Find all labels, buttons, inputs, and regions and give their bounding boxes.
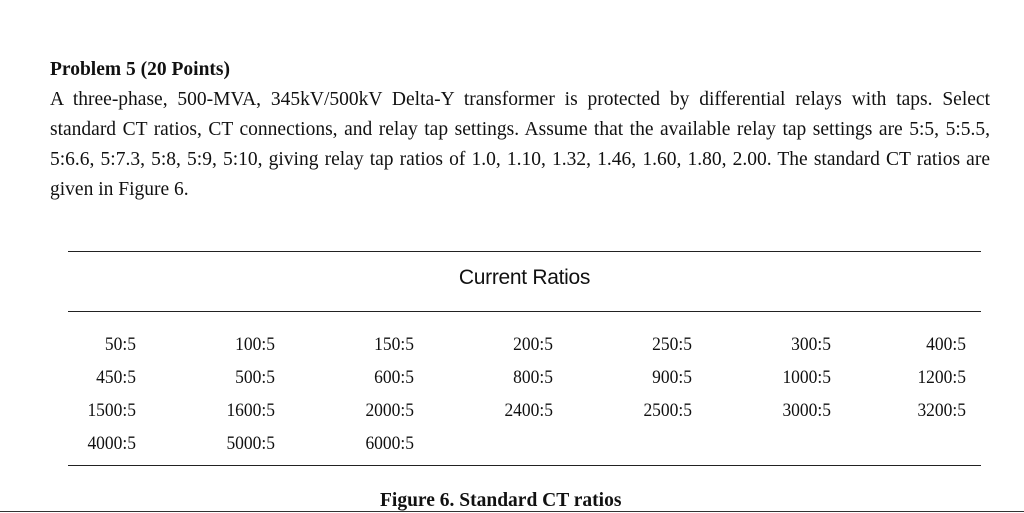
page-edge-line [0, 511, 1024, 512]
table-cell: 1500:5 [87, 400, 136, 421]
table-header: Current Ratios [458, 266, 591, 289]
table-cell: 1200:5 [917, 367, 966, 388]
table-cell: 3200:5 [917, 400, 966, 421]
table-cell: 1000:5 [782, 367, 831, 388]
table-cell: 450:5 [96, 367, 136, 388]
table-cell: 4000:5 [87, 433, 136, 454]
problem-body: A three-phase, 500-MVA, 345kV/500kV Delta-Y transformer is protected by differential relays with taps. Select standard CT ratios, CT connections, and relay tap settings. Assume that the available relay tap settings are 5:5, 5:5.5, 5:6.6, 5:7.3, 5:8, 5:9, 5:10, giving relay tap ratios of 1.0, 1.10, 1.32, 1.46, 1.60, 1.80, 2.00. The standard CT ratios are given in Figure 6. [50, 89, 990, 200]
table-cell: 250:5 [652, 334, 692, 355]
table-row [68, 394, 981, 427]
table-top-rule [68, 251, 981, 252]
problem-statement [50, 55, 990, 205]
table-cell: 2000:5 [365, 400, 414, 421]
table-cell: 2400:5 [504, 400, 553, 421]
table-header-rule [68, 311, 981, 312]
table-cell: 50:5 [104, 334, 136, 355]
table-cell: 200:5 [513, 334, 553, 355]
table-cell: 800:5 [513, 367, 553, 388]
table-cell: 6000:5 [365, 433, 414, 454]
table-cell: 150:5 [374, 334, 414, 355]
table-cell: 500:5 [235, 367, 275, 388]
table-row [68, 328, 981, 361]
table-cell: 400:5 [926, 334, 966, 355]
figure-caption: Figure 6. Standard CT ratios [380, 490, 622, 511]
table-cell: 300:5 [791, 334, 831, 355]
table-cell: 2500:5 [643, 400, 692, 421]
table-row [68, 427, 981, 460]
table-cell: 1600:5 [226, 400, 275, 421]
ct-ratio-table [68, 328, 981, 460]
table-cell: 100:5 [235, 334, 275, 355]
table-cell: 900:5 [652, 367, 692, 388]
table-row [68, 361, 981, 394]
table-cell: 600:5 [374, 367, 414, 388]
problem-title: Problem 5 (20 Points) [50, 59, 230, 80]
table-cell: 5000:5 [226, 433, 275, 454]
table-bottom-rule [68, 465, 981, 466]
table-cell: 3000:5 [782, 400, 831, 421]
